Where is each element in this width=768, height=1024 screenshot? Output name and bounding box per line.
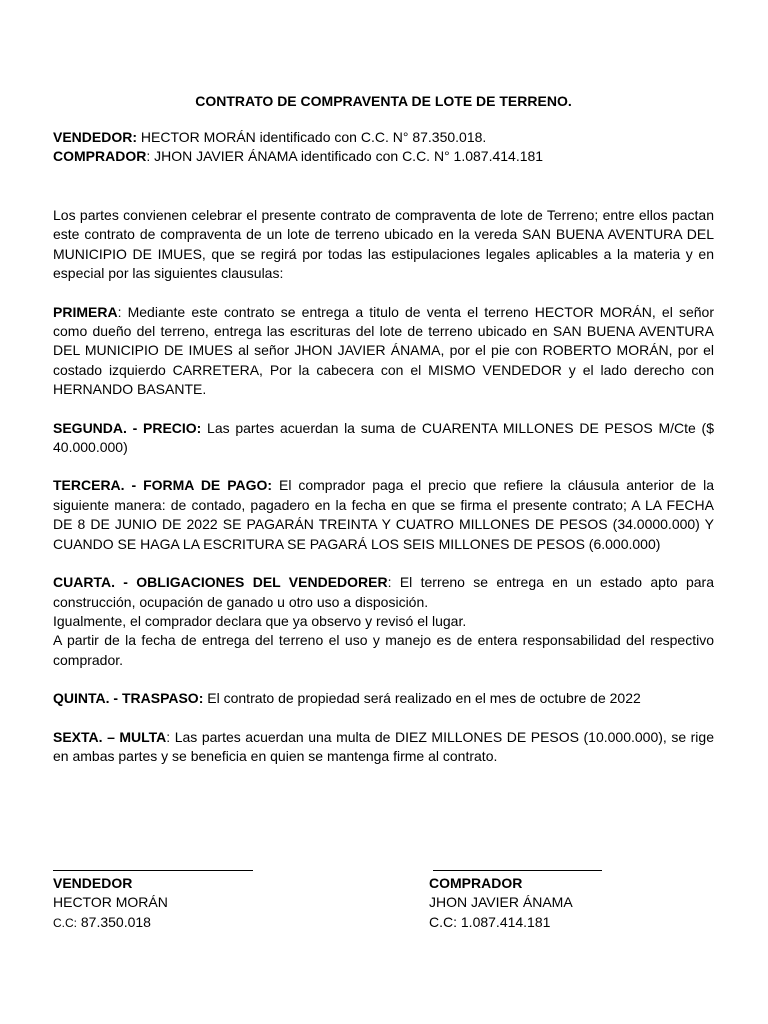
buyer-signature-block bbox=[429, 856, 602, 932]
clause-text: : Las partes acuerdan una multa de DIEZ MILLONES DE PESOS (10.000.000), se rige en ambas partes y se beneficia en quien se mantenga firme al contrato. bbox=[53, 728, 714, 764]
clause-cuarta-extra-1: Igualmente, el comprador declara que ya observo y revisó el lugar. bbox=[53, 612, 467, 629]
seller-line bbox=[53, 128, 714, 147]
clause-cuarta bbox=[53, 573, 714, 612]
intro-paragraph: Los partes convienen celebrar el presente contrato de compraventa de lote de Terreno; entre ellos pactan este contrato de compraventa de un lote de terreno ubicado en la vereda SAN BUENA AVENTURA DEL MUNICIPIO DE IMUES, que se regirá por todas las estipulaciones legales aplicables a la materia y en especial por las siguientes clausulas: bbox=[53, 207, 714, 282]
seller-label: VENDEDOR: bbox=[53, 129, 138, 145]
buyer-role: COMPRADOR bbox=[429, 875, 523, 891]
buyer-name: JHON JAVIER ÁNAMA bbox=[429, 894, 573, 911]
signature-line bbox=[53, 856, 253, 871]
clause-primera bbox=[53, 303, 714, 400]
clause-label: SEGUNDA. - PRECIO: bbox=[53, 419, 202, 436]
clause-segunda bbox=[53, 419, 714, 458]
clause-label: QUINTA. - TRASPASO: bbox=[53, 690, 204, 707]
signature-line bbox=[433, 856, 602, 871]
clause-tercera bbox=[53, 476, 714, 554]
clause-label: TERCERA. - FORMA DE PAGO: bbox=[53, 477, 273, 494]
clause-quinta bbox=[53, 689, 714, 708]
seller-id-label: C.C: bbox=[53, 915, 77, 930]
clause-label: SEXTA. – MULTA bbox=[53, 728, 167, 745]
seller-role: VENDEDOR bbox=[53, 875, 133, 891]
document-title: CONTRATO DE COMPRAVENTA DE LOTE DE TERRENO. bbox=[195, 93, 572, 109]
buyer-id-value: 1.087.414.181 bbox=[457, 913, 551, 930]
clause-label: PRIMERA bbox=[53, 303, 118, 320]
contract-document bbox=[53, 92, 714, 766]
seller-signature-block bbox=[53, 856, 253, 933]
clause-text: : El terreno se entrega en un estado apto para construcción, ocupación de ganado u otro uso a disposición. bbox=[53, 574, 714, 610]
buyer-line bbox=[53, 147, 714, 166]
clause-label: CUARTA. - OBLIGACIONES DEL VENDEDORER bbox=[53, 574, 388, 591]
clause-cuarta-extra-2: A partir de la fecha de entrega del terreno el uso y manejo es de entera responsabilidad del respectivo comprador. bbox=[53, 632, 714, 668]
seller-id-value: 87.350.018 bbox=[77, 913, 151, 930]
seller-id bbox=[53, 913, 253, 933]
buyer-id bbox=[429, 913, 602, 932]
clause-text: El comprador paga el precio que refiere la cláusula anterior de la siguiente manera: de contado, pagadero en la fecha en que se firma el presente contrato; A LA FECHA DE 8 DE JUNIO DE 2022 SE PAGARÁN TREINTA Y CUATRO MILLONES DE PESOS (34.0000.000) Y CUANDO SE HAGA LA ESCRITURA SE PAGARÁ LOS SEIS MILLONES DE PESOS (6.000.000) bbox=[53, 477, 714, 552]
clause-text: : Mediante este contrato se entrega a titulo de venta el terreno HECTOR MORÁN, el señor como dueño del terreno, entrega las escrituras del lote de terreno ubicado en SAN BUENA AVENTURA DEL MUNICIPIO DE IMUES al señor JHON JAVIER ÁNAMA, por el pie con ROBERTO MORÁN, por el costado izquierdo CARRETERA, Por la cabecera con el MISMO VENDEDOR y el lado derecho con HERNANDO BASANTE. bbox=[53, 303, 714, 398]
seller-name: HECTOR MORÁN bbox=[53, 894, 168, 911]
clause-text: El contrato de propiedad será realizado en el mes de octubre de 2022 bbox=[203, 690, 641, 707]
buyer-id-label: C.C: bbox=[429, 913, 457, 930]
seller-text: HECTOR MORÁN identificado con C.C. N° 87.350.018. bbox=[137, 129, 487, 145]
buyer-text: : JHON JAVIER ÁNAMA identificado con C.C. N° 1.087.414.181 bbox=[146, 148, 544, 164]
clause-sexta bbox=[53, 728, 714, 767]
clause-text: Las partes acuerdan la suma de CUARENTA MILLONES DE PESOS M/Cte ($ 40.000.000) bbox=[53, 419, 714, 456]
buyer-label: COMPRADOR bbox=[53, 148, 147, 164]
